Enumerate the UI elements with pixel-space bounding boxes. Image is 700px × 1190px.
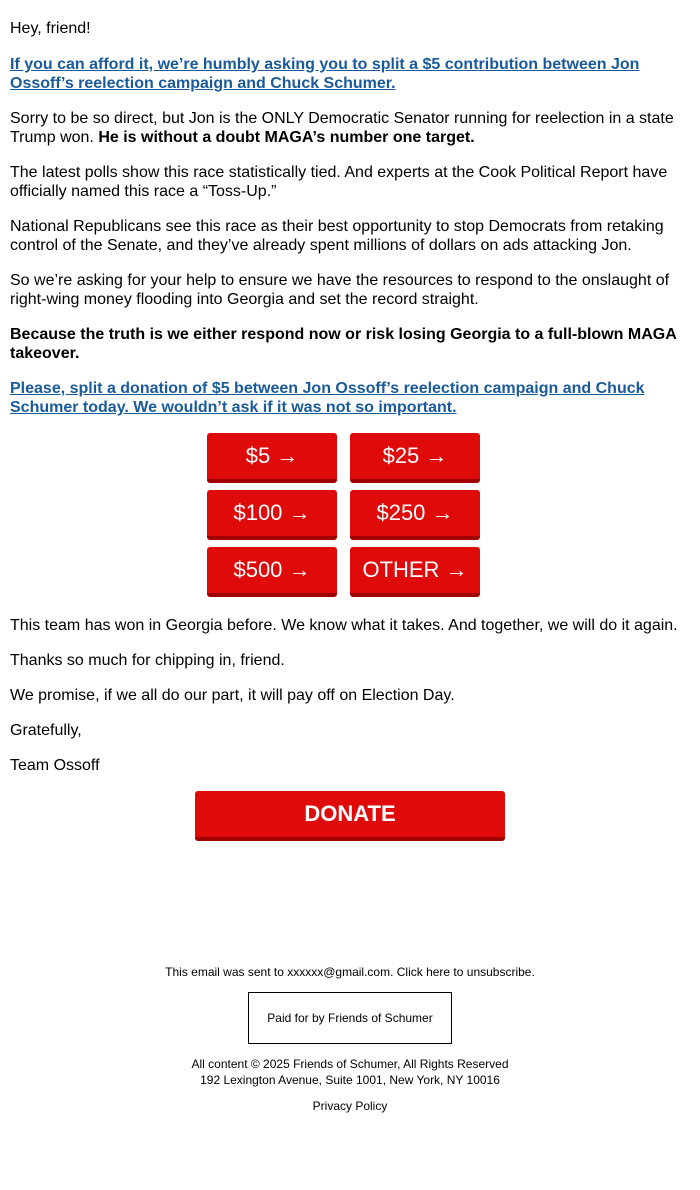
ask-paragraph-please bbox=[10, 379, 690, 417]
paragraph-direct bbox=[10, 109, 690, 147]
donate-250-button[interactable]: $250 → bbox=[350, 490, 480, 540]
privacy-policy-link[interactable]: Privacy Policy bbox=[312, 1099, 388, 1113]
donate-25-button[interactable]: $25 → bbox=[350, 433, 480, 483]
donate-button[interactable]: DONATE bbox=[195, 791, 505, 841]
paragraph-team: This team has won in Georgia before. We know what it takes. And together, we will do it again. bbox=[10, 617, 678, 634]
unsubscribe-notice[interactable]: This email was sent to xxxxxx@gmail.com. Click here to unsubscribe. bbox=[165, 965, 535, 979]
donate-other-button[interactable]: OTHER → bbox=[350, 547, 480, 597]
paragraph-promise: We promise, if we all do our part, it will pay off on Election Day. bbox=[10, 687, 455, 704]
paragraph-direct-text: Sorry to be so direct, but Jon is the ONLY Democratic Senator running for reelection in a state Trump won. bbox=[10, 110, 674, 146]
split-donation-link[interactable]: Please, split a donation of $5 between Jon Ossoff’s reelection campaign and Chuck Schumer today. We wouldn’t ask if it was not so important. bbox=[10, 380, 645, 416]
paid-for-disclaimer: Paid for by Friends of Schumer bbox=[248, 992, 452, 1044]
ask-paragraph-top bbox=[10, 55, 690, 93]
split-contribution-link[interactable]: If you can afford it, we’re humbly asking you to split a $5 contribution between Jon Ossoff’s reelection campaign and Chuck Schumer. bbox=[10, 56, 640, 92]
paragraph-republicans: National Republicans see this race as their best opportunity to stop Democrats from retaking control of the Senate, and they’ve already spent millions of dollars on ads attacking Jon. bbox=[10, 218, 664, 254]
donate-5-button[interactable]: $5 → bbox=[207, 433, 337, 483]
donation-amount-grid bbox=[207, 433, 493, 597]
paragraph-help: So we’re asking for your help to ensure we have the resources to respond to the onslaught of right-wing money flooding into Georgia and set the record straight. bbox=[10, 272, 670, 308]
paragraph-thanks: Thanks so much for chipping in, friend. bbox=[10, 652, 285, 669]
paragraph-polls: The latest polls show this race statistically tied. And experts at the Cook Political Report have officially named this race a “Toss-Up.” bbox=[10, 164, 668, 200]
signature: Team Ossoff bbox=[10, 757, 100, 774]
paragraph-direct-bold: He is without a doubt MAGA’s number one target. bbox=[98, 129, 475, 146]
donate-wrap bbox=[10, 791, 690, 841]
footer bbox=[10, 964, 690, 1114]
donate-500-button[interactable]: $500 → bbox=[207, 547, 337, 597]
copyright-notice: All content © 2025 Friends of Schumer, All Rights Reserved bbox=[191, 1057, 509, 1071]
closing-gratefully: Gratefully, bbox=[10, 722, 82, 739]
paragraph-truth-bold: Because the truth is we either respond now or risk losing Georgia to a full-blown MAGA takeover. bbox=[10, 326, 677, 362]
mailing-address: 192 Lexington Avenue, Suite 1001, New York, NY 10016 bbox=[200, 1073, 500, 1087]
greeting: Hey, friend! bbox=[10, 20, 91, 37]
paragraph-truth bbox=[10, 325, 690, 363]
donate-100-button[interactable]: $100 → bbox=[207, 490, 337, 540]
